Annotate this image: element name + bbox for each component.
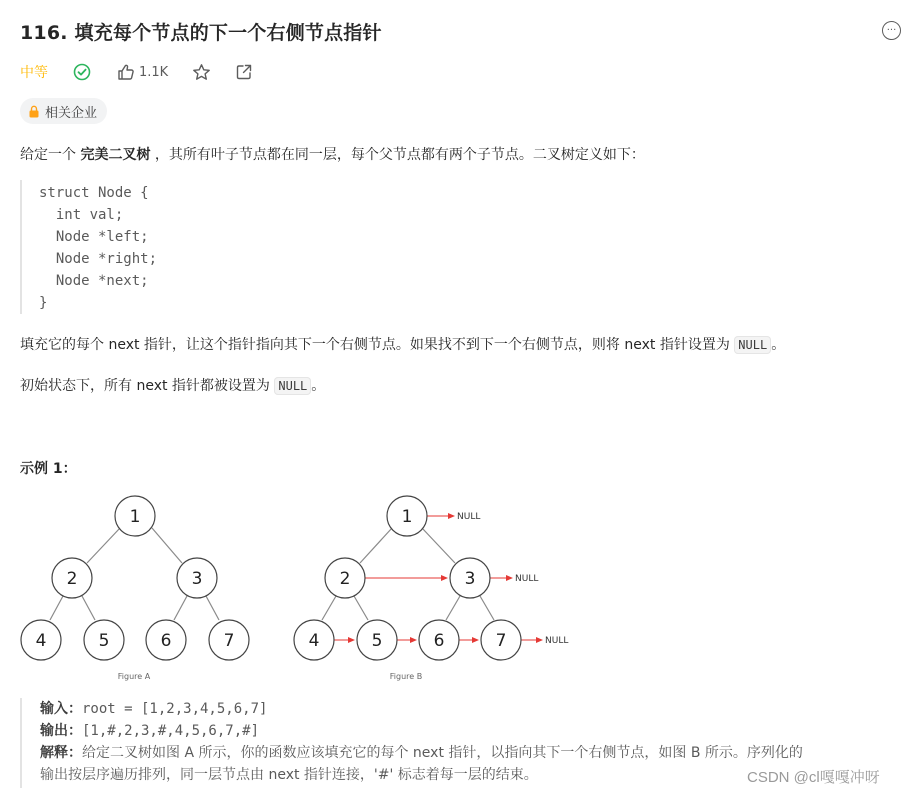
null-inline-code: NULL <box>734 336 771 354</box>
null-label: NULL <box>457 512 481 522</box>
tree-node-label: 2 <box>66 569 78 589</box>
tree-node-label: 1 <box>129 507 141 527</box>
share-icon[interactable] <box>235 63 253 81</box>
example-figure <box>0 486 600 686</box>
problem-title: 116. 填充每个节点的下一个右侧节点指针 <box>20 22 382 44</box>
tree-node-label: 7 <box>223 631 235 651</box>
code-line: Node *right; <box>39 251 158 267</box>
example-output-line <box>40 720 910 742</box>
null-label: NULL <box>515 574 539 584</box>
description-paragraph-1: 给定一个 完美二叉树 ，其所有叶子节点都在同一层，每个父节点都有两个子节点。二叉树定义如下： <box>20 147 645 163</box>
output-value: [1,#,2,3,#,4,5,6,7,#] <box>82 723 260 739</box>
output-label: 输出： <box>40 723 82 739</box>
code-line: } <box>39 295 48 311</box>
tree-node-label: 6 <box>160 631 172 651</box>
figure-b-caption: Figure B <box>389 672 423 681</box>
tree-node-label: 2 <box>339 569 351 589</box>
code-line: struct Node { <box>39 185 149 201</box>
tree-node-label: 3 <box>464 569 476 589</box>
null-label: NULL <box>545 636 569 646</box>
tree-node-label: 3 <box>191 569 203 589</box>
explain-text: 给定二叉树如图 A 所示，你的函数应该填充它的每个 next 指针，以指向其下一个右侧节点，如图 B 所示。序列化的 <box>82 745 803 761</box>
problem-meta-row <box>20 60 253 84</box>
example-explain-line <box>40 742 910 764</box>
like-button[interactable] <box>117 63 168 81</box>
thumbs-up-icon <box>117 63 135 81</box>
tree-node-label: 6 <box>433 631 445 651</box>
tree-node-label: 5 <box>371 631 383 651</box>
tree-node-label: 1 <box>401 507 413 527</box>
description-paragraph-3: 初始状态下，所有 next 指针都被设置为 NULL 。 <box>20 378 326 394</box>
code-line: int val; <box>39 207 124 223</box>
figure-a-caption: Figure A <box>117 672 151 681</box>
figure-a-nodes <box>21 496 249 681</box>
lock-icon <box>28 105 40 118</box>
like-count: 1.1K <box>139 64 169 80</box>
solved-check-icon <box>73 63 91 81</box>
tree-node-label: 7 <box>495 631 507 651</box>
difficulty-badge: 中等 <box>20 65 48 81</box>
more-options-icon[interactable]: ··· <box>882 21 901 40</box>
null-inline-code: NULL <box>274 377 311 395</box>
perfect-binary-tree-term: 完美二叉树 <box>80 147 151 163</box>
code-line: Node *left; <box>39 229 149 245</box>
csdn-watermark: CSDN @cl嘎嘎冲呀 <box>747 769 880 786</box>
code-line: Node *next; <box>39 273 149 289</box>
example-input-line <box>40 698 910 720</box>
tree-node-label: 4 <box>308 631 320 651</box>
company-tag-button[interactable] <box>20 98 107 124</box>
tree-node-label: 4 <box>35 631 47 651</box>
input-label: 输入： <box>40 701 82 717</box>
company-tag-label: 相关企业 <box>45 105 98 121</box>
figure-b-nodes <box>294 496 568 681</box>
struct-code-block <box>20 180 420 314</box>
explain-label: 解释： <box>40 745 82 761</box>
example-title: 示例 1： <box>20 461 77 477</box>
favorite-star-icon[interactable] <box>192 63 211 82</box>
input-value: root = [1,2,3,4,5,6,7] <box>82 701 268 717</box>
example-explain-line-2: 输出按层序遍历排列，同一层节点由 next 指针连接，'#' 标志着每一层的结束。 <box>40 767 538 783</box>
description-paragraph-2: 填充它的每个 next 指针，让这个指针指向其下一个右侧节点。如果找不到下一个右侧节点，则将 next 指针设置为 NULL 。 <box>20 337 786 353</box>
tree-node-label: 5 <box>98 631 110 651</box>
